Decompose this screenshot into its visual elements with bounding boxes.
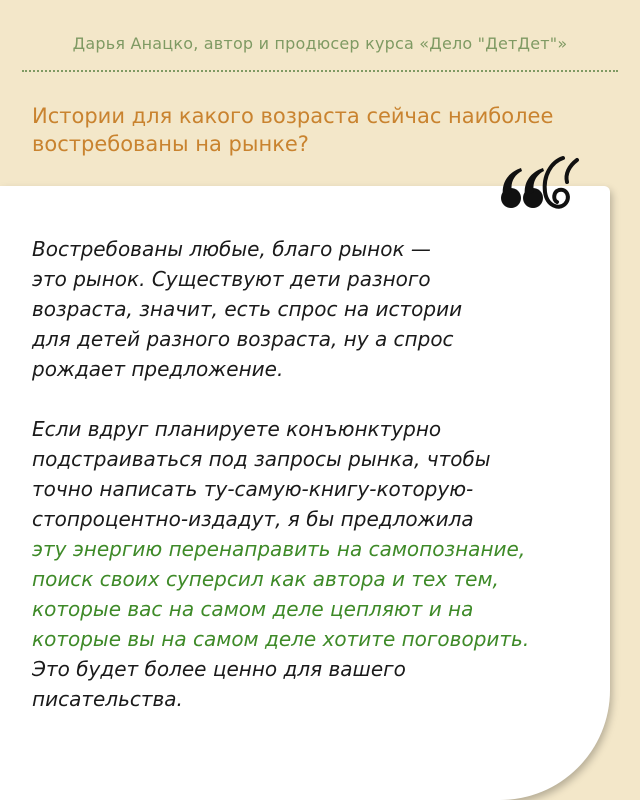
highlight-line: которые вас на самом деле цепляют и на — [32, 597, 474, 621]
author-line: Дарья Анацко, автор и продюсер курса «Дело "ДетДет"» — [72, 34, 568, 53]
highlight-line: поиск своих суперсил как автора и тех тем, — [32, 567, 499, 591]
answer-text — [32, 234, 597, 744]
text-line: писательства. — [32, 687, 183, 711]
text-line: рождает предложение. — [32, 357, 284, 381]
highlight-line: эту энергию перенаправить на самопознание, — [32, 537, 526, 561]
text-line: для детей разного возраста, ну а спрос — [32, 327, 454, 351]
quote-mark-icon — [497, 152, 583, 218]
text-line: подстраиваться под запросы рынка, чтобы — [32, 447, 491, 471]
highlight-line: которые вы на самом деле хотите поговорить. — [32, 627, 530, 651]
answer-paragraph-1 — [32, 234, 597, 384]
text-line: точно написать ту-самую-книгу-которую- — [32, 477, 474, 501]
text-line: это рынок. Существуют дети разного — [32, 267, 431, 291]
text-line: Если вдруг планируете конъюнктурно — [32, 417, 442, 441]
text-line: Это будет более ценно для вашего — [32, 657, 406, 681]
question-heading — [32, 102, 622, 158]
question-line: востребованы на рынке? — [32, 132, 309, 156]
question-line: Истории для какого возраста сейчас наиболее — [32, 104, 554, 128]
text-line: стопроцентно-издадут, я бы предложила — [32, 507, 474, 531]
answer-paragraph-2 — [32, 414, 597, 714]
text-line: Востребованы любые, благо рынок — — [32, 237, 431, 261]
dotted-divider — [22, 70, 618, 72]
text-line: возраста, значит, есть спрос на истории — [32, 297, 463, 321]
